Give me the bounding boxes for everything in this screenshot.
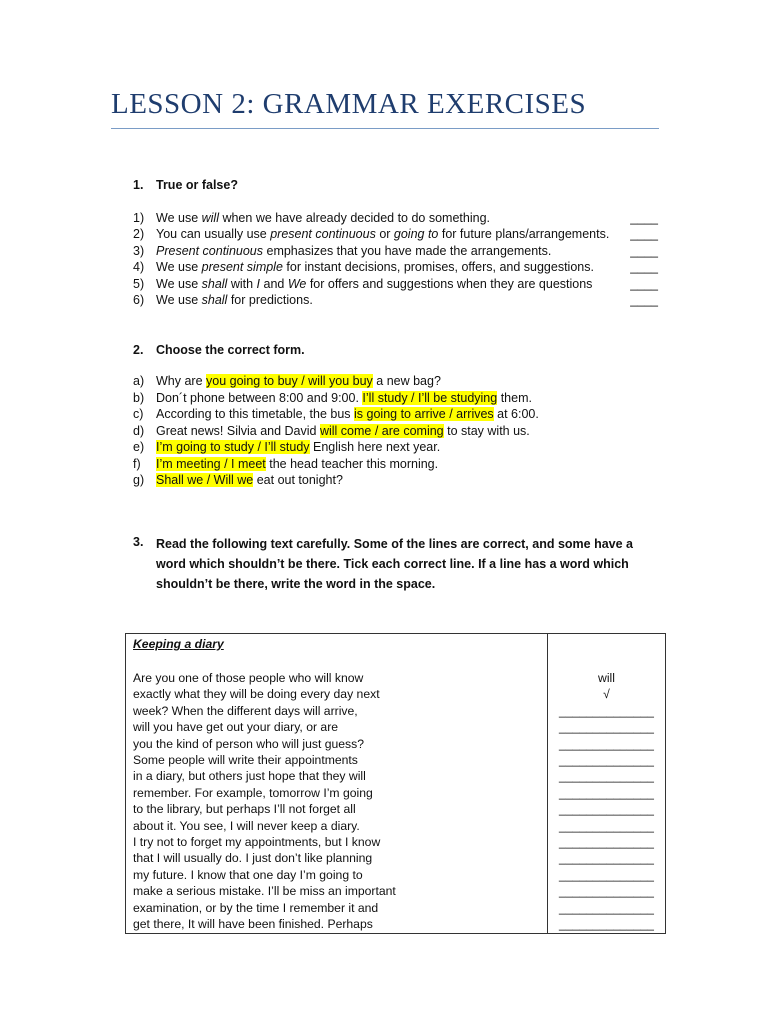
diary-text-cell bbox=[126, 634, 548, 934]
diary-answer: will bbox=[598, 671, 615, 685]
diary-answer: ______________ bbox=[559, 703, 654, 718]
diary-answer: √ bbox=[603, 687, 610, 702]
item-marker: a) bbox=[133, 374, 145, 388]
item-text: According to this timetable, the bus bbox=[156, 407, 355, 421]
item-text: going to bbox=[393, 227, 439, 241]
item-text: and bbox=[260, 277, 288, 291]
section-2-title: Choose the correct form. bbox=[156, 343, 305, 357]
item-text: at 6:00. bbox=[493, 407, 539, 421]
item-text: them. bbox=[497, 391, 532, 405]
item-text: for predictions. bbox=[227, 293, 313, 307]
true-false-item bbox=[133, 227, 658, 243]
item-text: We use bbox=[156, 211, 202, 225]
item-text: English here next year. bbox=[309, 440, 441, 454]
diary-answer: ______________ bbox=[559, 851, 654, 866]
item-marker: 3) bbox=[133, 244, 145, 258]
diary-answer: ______________ bbox=[559, 736, 654, 751]
item-text: Don´t phone between 8:00 and 9:00. bbox=[156, 391, 363, 405]
diary-table bbox=[125, 633, 666, 934]
item-text: shall bbox=[201, 277, 228, 291]
choose-form-item bbox=[133, 391, 532, 407]
item-marker: 4) bbox=[133, 260, 145, 274]
item-marker: f) bbox=[133, 457, 141, 471]
true-false-item bbox=[133, 277, 658, 293]
diary-line: make a serious mistake. I’ll be miss an important bbox=[133, 884, 396, 899]
diary-answer: ______________ bbox=[559, 769, 654, 784]
diary-line: I try not to forget my appointments, but I know bbox=[133, 835, 381, 850]
section-2-number: 2. bbox=[133, 343, 144, 357]
answer-blank: ____ bbox=[630, 260, 658, 274]
highlighted-choice: Shall we / Will we bbox=[156, 473, 254, 487]
diary-answer: ______________ bbox=[559, 753, 654, 768]
item-text: will bbox=[201, 211, 219, 225]
answer-blank: ____ bbox=[630, 211, 658, 225]
item-text: We use bbox=[156, 277, 202, 291]
choose-form-item bbox=[133, 424, 530, 440]
item-text: We use bbox=[156, 293, 202, 307]
answer-blank: ____ bbox=[630, 227, 658, 241]
item-text: I bbox=[256, 277, 261, 291]
true-false-item bbox=[133, 244, 658, 260]
diary-text-lines bbox=[133, 670, 547, 933]
choose-form-item bbox=[133, 473, 343, 489]
diary-line: about it. You see, I will never keep a diary. bbox=[133, 818, 360, 833]
diary-line: get there, It will have been finished. Perhaps bbox=[133, 917, 373, 932]
item-text: Why are bbox=[156, 374, 207, 388]
title-underline bbox=[111, 128, 659, 129]
item-text: Present continuous bbox=[156, 244, 264, 258]
item-marker: e) bbox=[133, 440, 145, 454]
diary-answer: ______________ bbox=[559, 917, 654, 932]
answer-blank: ____ bbox=[630, 293, 658, 307]
diary-line: Some people will write their appointments bbox=[133, 753, 358, 768]
item-marker: c) bbox=[133, 407, 144, 421]
diary-answer: ______________ bbox=[559, 835, 654, 850]
item-text: You can usually use bbox=[156, 227, 271, 241]
diary-answer-cell bbox=[548, 634, 666, 934]
diary-answer: ______________ bbox=[559, 720, 654, 735]
item-marker: b) bbox=[133, 391, 145, 405]
highlighted-choice: is going to arrive / arrives bbox=[354, 407, 494, 421]
item-text: for offers and suggestions when they are questions bbox=[306, 277, 593, 291]
item-text: for instant decisions, promises, offers, and suggestions. bbox=[282, 260, 594, 274]
item-marker: 1) bbox=[133, 211, 145, 225]
item-text: when we have already decided to do something. bbox=[218, 211, 490, 225]
highlighted-choice: will come / are coming bbox=[319, 424, 444, 438]
item-text: We bbox=[287, 277, 307, 291]
choose-form-item bbox=[133, 440, 440, 456]
item-text: with bbox=[227, 277, 257, 291]
section-3-instructions: Read the following text carefully. Some of the lines are correct, and some have a word which shouldn’t be there. Tick each correct line. If a line has a word which shouldn’t be there, write the word in the space. bbox=[156, 537, 633, 591]
item-text: a new bag? bbox=[372, 374, 441, 388]
diary-line: week? When the different days will arrive, bbox=[133, 703, 358, 718]
diary-line: remember. For example, tomorrow I’m going bbox=[133, 785, 373, 800]
item-text: We use bbox=[156, 260, 202, 274]
item-text: to stay with us. bbox=[443, 424, 530, 438]
item-text: present simple bbox=[201, 260, 283, 274]
diary-line: my future. I know that one day I’m going to bbox=[133, 867, 363, 882]
true-false-item bbox=[133, 260, 658, 276]
diary-line: that I will usually do. I just don’t like planning bbox=[133, 851, 373, 866]
section-2-heading bbox=[133, 343, 305, 357]
page-title: LESSON 2: GRAMMAR EXERCISES bbox=[111, 88, 587, 120]
item-text: present continuous bbox=[270, 227, 376, 241]
highlighted-choice: I’ll study / I’ll be studying bbox=[362, 391, 498, 405]
item-text: Great news! Silvia and David bbox=[156, 424, 320, 438]
choose-form-item bbox=[133, 457, 438, 473]
item-text: for future plans/arrangements. bbox=[438, 227, 610, 241]
item-marker: g) bbox=[133, 473, 145, 487]
section-3-number: 3. bbox=[133, 535, 144, 549]
diary-line: to the library, but perhaps I’ll not forget all bbox=[133, 802, 356, 817]
diary-answer: ______________ bbox=[559, 802, 654, 817]
highlighted-choice: I’m meeting / I meet bbox=[156, 457, 266, 471]
diary-title: Keeping a diary bbox=[133, 637, 224, 651]
item-text: the head teacher this morning. bbox=[265, 457, 439, 471]
section-1-heading bbox=[133, 178, 238, 192]
diary-answer: ______________ bbox=[559, 785, 654, 800]
item-marker: 5) bbox=[133, 277, 145, 291]
answer-blank: ____ bbox=[630, 244, 658, 258]
item-marker: d) bbox=[133, 424, 145, 438]
diary-line: exactly what they will be doing every day next bbox=[133, 687, 380, 702]
choose-form-item bbox=[133, 407, 539, 423]
choose-form-item bbox=[133, 374, 441, 390]
diary-answer: ______________ bbox=[559, 884, 654, 899]
diary-line: you the kind of person who will just guess? bbox=[133, 736, 365, 751]
diary-answer: ______________ bbox=[559, 867, 654, 882]
item-text: emphasizes that you have made the arrangements. bbox=[263, 244, 552, 258]
true-false-item bbox=[133, 211, 658, 227]
diary-answer: ______________ bbox=[559, 900, 654, 915]
diary-line: examination, or by the time I remember it and bbox=[133, 900, 379, 915]
diary-line: Are you one of those people who will know bbox=[133, 671, 364, 685]
section-1-number: 1. bbox=[133, 178, 144, 192]
item-marker: 2) bbox=[133, 227, 145, 241]
diary-answer-lines bbox=[548, 670, 665, 933]
item-text: or bbox=[375, 227, 394, 241]
section-1-title: True or false? bbox=[156, 178, 238, 192]
diary-line: will you have get out your diary, or are bbox=[133, 720, 339, 735]
highlighted-choice: I’m going to study / I’ll study bbox=[156, 440, 310, 454]
true-false-item bbox=[133, 293, 658, 309]
answer-blank: ____ bbox=[630, 277, 658, 291]
item-marker: 6) bbox=[133, 293, 145, 307]
item-text: eat out tonight? bbox=[253, 473, 343, 487]
diary-answer: ______________ bbox=[559, 818, 654, 833]
diary-line: in a diary, but others just hope that they will bbox=[133, 769, 366, 784]
item-text: shall bbox=[201, 293, 228, 307]
highlighted-choice: you going to buy / will you buy bbox=[206, 374, 373, 388]
